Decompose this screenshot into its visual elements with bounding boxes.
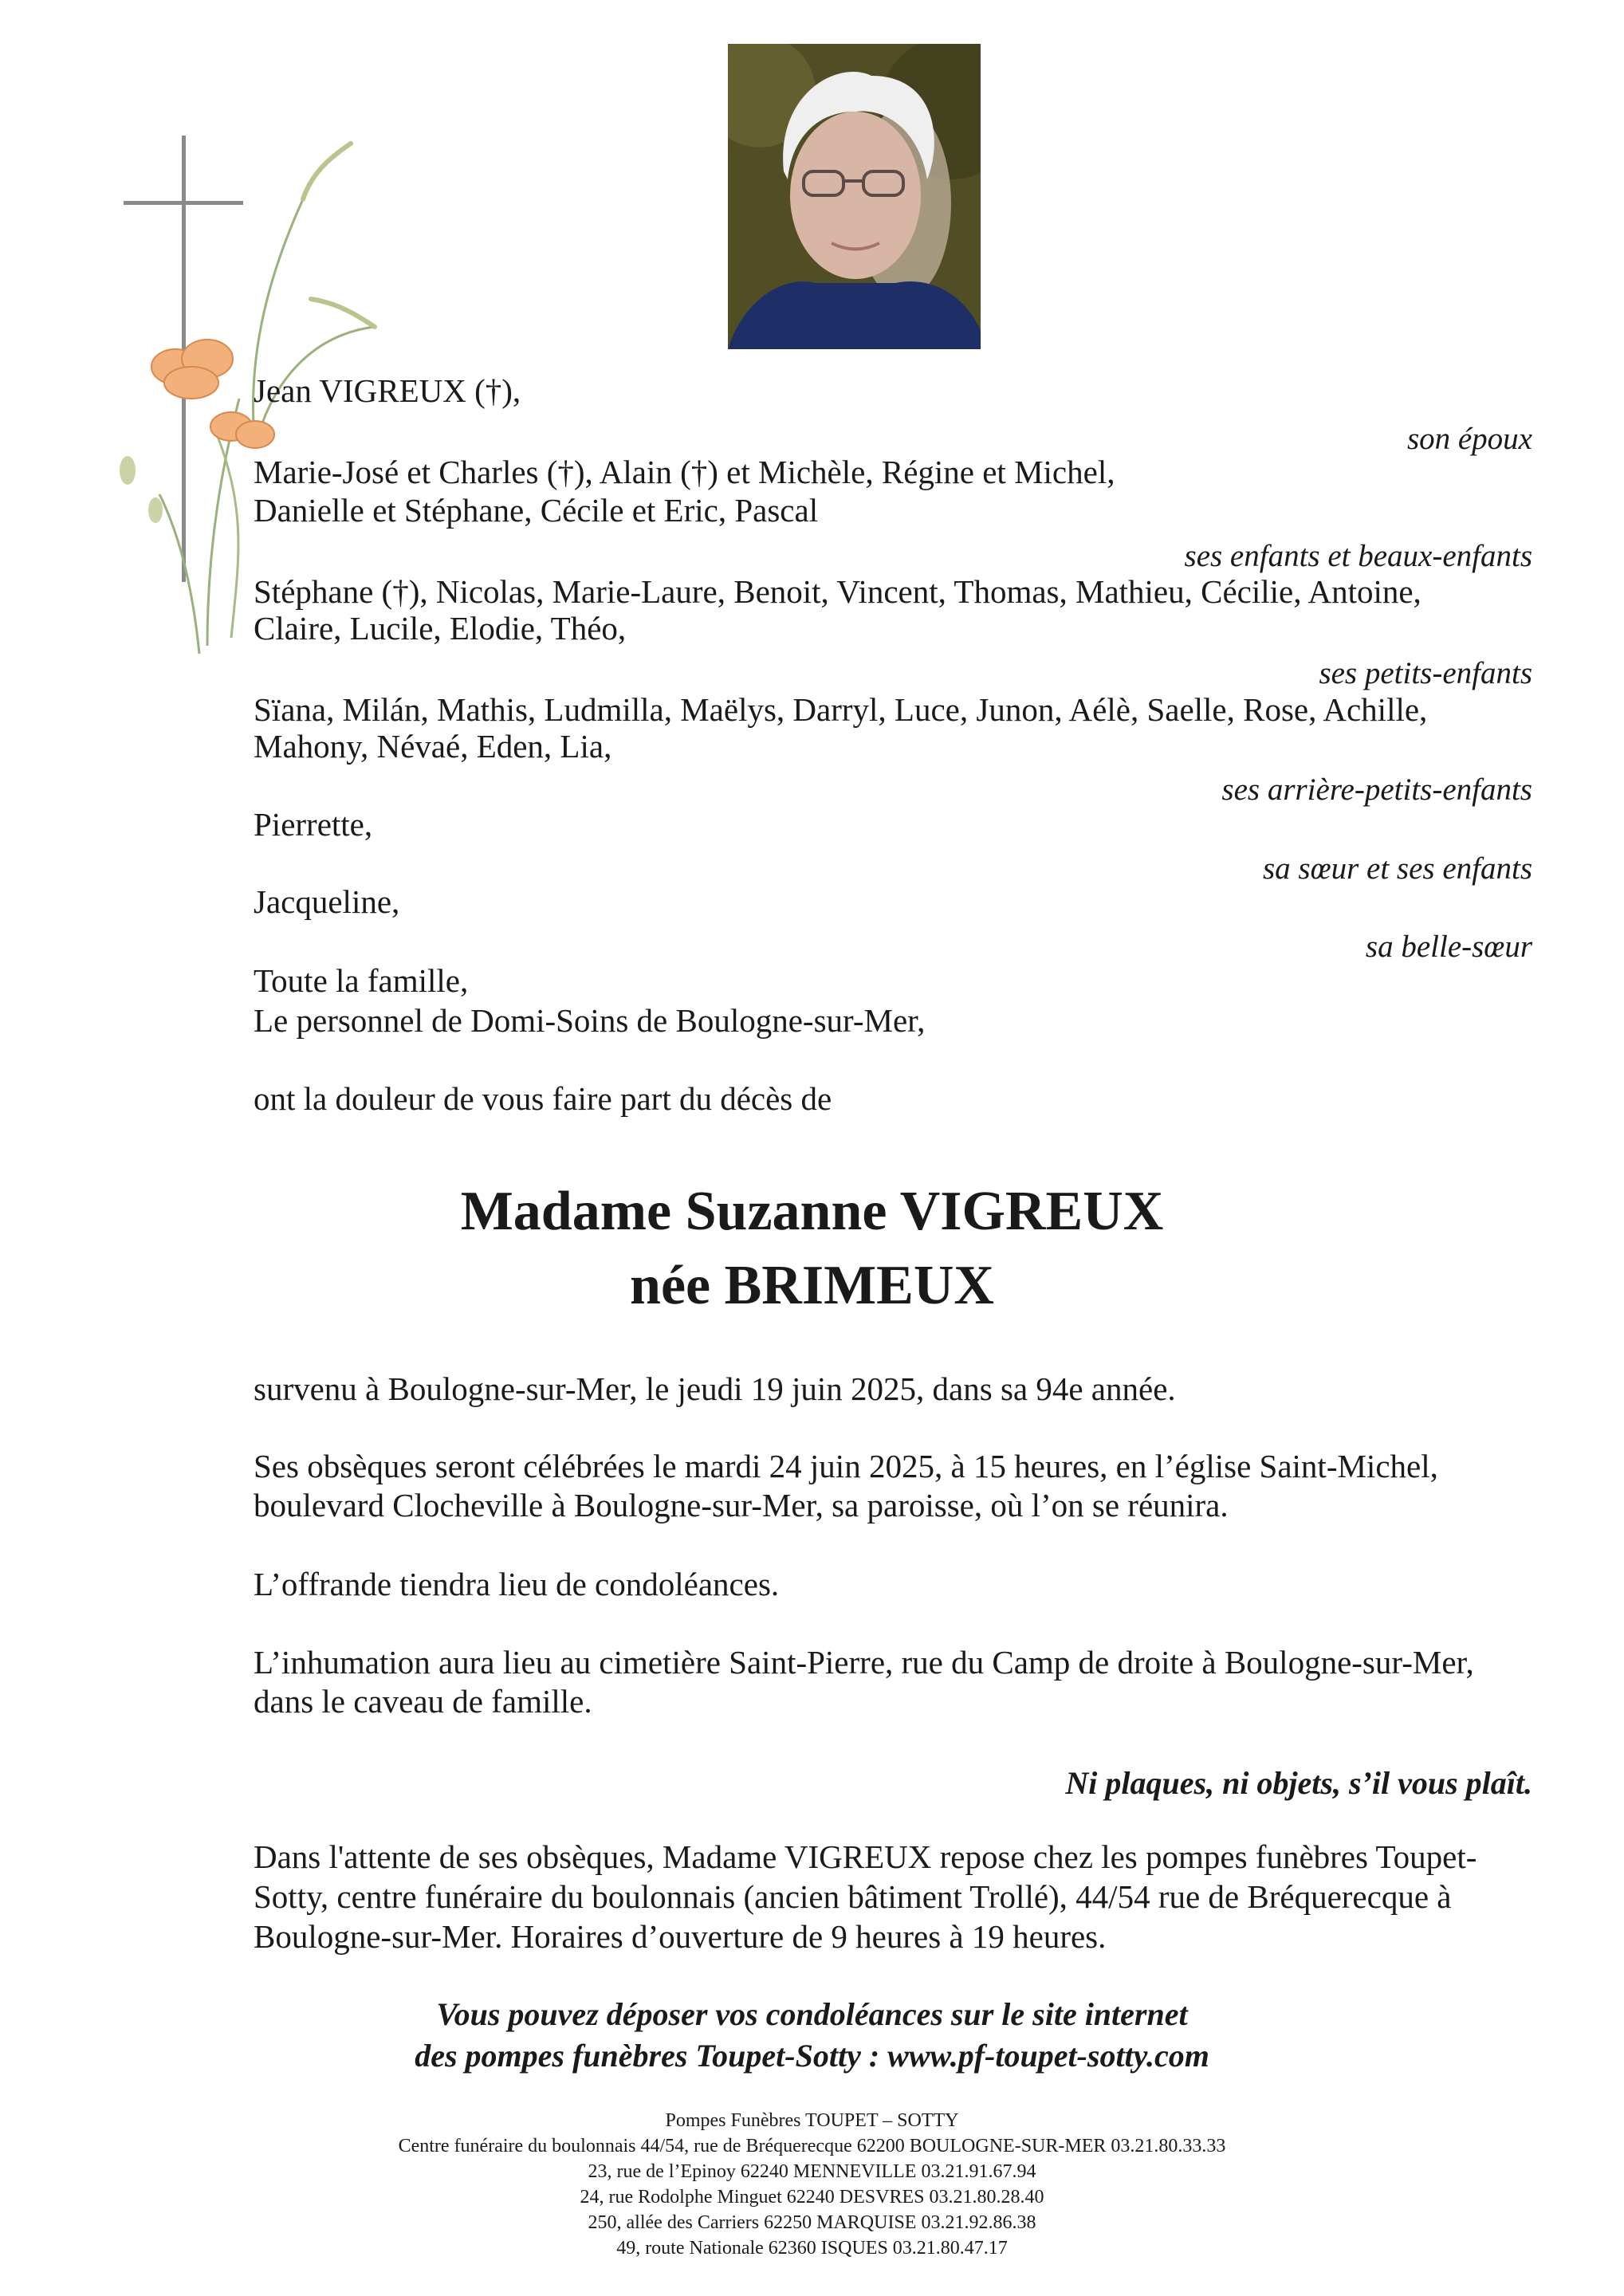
- announcement: ont la douleur de vous faire part du décès de: [254, 1080, 832, 1117]
- burial-line-1: L’inhumation aura lieu au cimetière Saint-Pierre, rue du Camp de droite à Boulogne-sur-Mer,: [254, 1644, 1474, 1681]
- others-line-1: Toute la famille,: [254, 962, 469, 999]
- footer-line: 24, rue Rodolphe Minguet 62240 DESVRES 03.21.80.28.40: [580, 2187, 1044, 2208]
- rest-line-3: Boulogne-sur-Mer. Horaires d’ouverture de 9 heures à 19 heures.: [254, 1918, 1107, 1955]
- great-grandchildren-line-2: Mahony, Névaé, Eden, Lia,: [254, 728, 612, 765]
- condolences-line-1: Vous pouvez déposer vos condoléances sur le site internet: [436, 1996, 1188, 2032]
- children-line-1: Marie-José et Charles (†), Alain (†) et Michèle, Régine et Michel,: [254, 454, 1115, 490]
- rest-line-2: Sotty, centre funéraire du boulonnais (ancien bâtiment Trollé), 44/54 rue de Bréquerecque à: [254, 1878, 1452, 1915]
- portrait-photo: [728, 44, 981, 349]
- deceased-name: Madame Suzanne VIGREUX: [460, 1181, 1164, 1242]
- burial-line-2: dans le caveau de famille.: [254, 1683, 592, 1720]
- footer-line: 250, allée des Carriers 62250 MARQUISE 03.21.92.86.38: [588, 2212, 1036, 2233]
- children-relation: ses enfants et beaux-enfants: [1184, 539, 1532, 573]
- offering-note: L’offrande tiendra lieu de condoléances.: [254, 1566, 780, 1602]
- death-details: survenu à Boulogne-sur-Mer, le jeudi 19 juin 2025, dans sa 94e année.: [254, 1370, 1176, 1407]
- grandchildren-line-2: Claire, Lucile, Elodie, Théo,: [254, 610, 627, 647]
- footer-line: Centre funéraire du boulonnais 44/54, rue de Bréquerecque 62200 BOULOGNE-SUR-MER 03.21.80.33.33: [398, 2136, 1226, 2156]
- deceased-maiden-name: née BRIMEUX: [630, 1255, 994, 1316]
- footer-line: 49, route Nationale 62360 ISQUES 03.21.80.47.17: [616, 2238, 1008, 2259]
- grandchildren-line-1: Stéphane (†), Nicolas, Marie-Laure, Benoit, Vincent, Thomas, Mathieu, Cécilie, Antoine,: [254, 573, 1421, 610]
- grandchildren-relation: ses petits-enfants: [1319, 656, 1532, 690]
- condolences-line-2[interactable]: des pompes funèbres Toupet-Sotty : www.pf-toupet-sotty.com: [415, 2038, 1209, 2074]
- great-grandchildren-line-1: Sïana, Milán, Mathis, Ludmilla, Maëlys, Darryl, Luce, Junon, Aélè, Saelle, Rose, Achille,: [254, 691, 1428, 728]
- sister-names: Pierrette,: [254, 806, 373, 843]
- sister-in-law-relation: sa belle-sœur: [1365, 930, 1532, 964]
- sister-relation: sa sœur et ses enfants: [1262, 851, 1532, 886]
- great-grandchildren-relation: ses arrière-petits-enfants: [1221, 773, 1532, 807]
- rest-line-1: Dans l'attente de ses obsèques, Madame VIGREUX repose chez les pompes funèbres Toupet-: [254, 1838, 1477, 1875]
- sister-in-law-names: Jacqueline,: [254, 883, 400, 920]
- no-flowers-note: Ni plaques, ni objets, s’il vous plaît.: [1065, 1765, 1532, 1801]
- others-line-2: Le personnel de Domi-Soins de Boulogne-sur-Mer,: [254, 1002, 926, 1039]
- funeral-line-1: Ses obsèques seront célébrées le mardi 24 juin 2025, à 15 heures, en l’église Saint-Michel,: [254, 1448, 1438, 1484]
- spouse-names: Jean VIGREUX (†),: [254, 372, 521, 409]
- footer-line: 23, rue de l’Epinoy 62240 MENNEVILLE 03.21.91.67.94: [588, 2161, 1036, 2182]
- footer-line: Pompes Funèbres TOUPET – SOTTY: [665, 2110, 959, 2131]
- funeral-line-2: boulevard Clocheville à Boulogne-sur-Mer, sa paroisse, où l’on se réunira.: [254, 1487, 1229, 1523]
- children-line-2: Danielle et Stéphane, Cécile et Eric, Pascal: [254, 492, 819, 529]
- spouse-relation: son époux: [1406, 422, 1532, 456]
